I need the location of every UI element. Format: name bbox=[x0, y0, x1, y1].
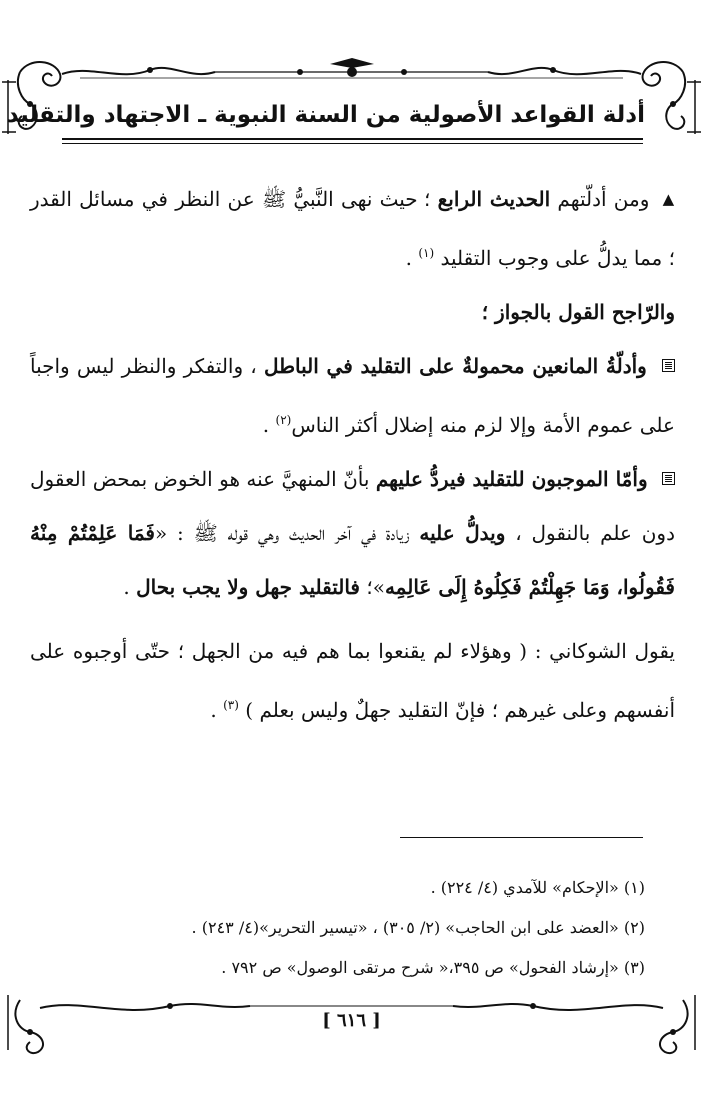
triangle-marker-icon: ▲ bbox=[662, 190, 676, 208]
p4-rest-2: زيادة في آخر الحديث وهي قوله ﷺ : « bbox=[155, 521, 410, 545]
paragraph-1 bbox=[30, 172, 675, 285]
footnote-1: (١) «الإحكام» للآمدي (٤/ ٢٢٤) . bbox=[430, 878, 645, 897]
footnote-ref-2[interactable]: (٢) bbox=[275, 413, 292, 427]
footnote-ref-1[interactable]: (١) bbox=[418, 246, 435, 260]
p4-bold-2: ويدلُّ عليه bbox=[419, 521, 506, 545]
footnote-separator bbox=[400, 837, 643, 838]
footnotes bbox=[40, 868, 645, 988]
p4-bold-3: فالتقليد جهل ولا يجب بحال bbox=[136, 575, 360, 599]
hadith-quote: فَمَا عَلِمْتُمْ مِنْهُ فَقُولُوا، وَمَا جَهِلْتُمْ فَكِلُوهُ إِلَى عَالِمِه bbox=[30, 521, 675, 599]
p3-end: . bbox=[262, 413, 270, 437]
p3-rest: ، والتفكر والنظر ليس واجباً على عموم الأمة وإلا لزم منه إضلال أكثر الناس bbox=[30, 354, 675, 437]
footnote-3: (٣) «إرشاد الفحول» ص ٣٩٥،« شرح مرتقى الوصول» ص ٧٩٢ . bbox=[221, 958, 645, 977]
square-bullet-icon bbox=[662, 472, 675, 485]
paragraph-5 bbox=[30, 624, 675, 737]
main-text bbox=[30, 172, 675, 737]
running-header: أدلة القواعد الأصولية من السنة النبوية ـ الاجتهاد والتقليد bbox=[6, 102, 645, 128]
p1-lead: ومن أدلّتهم bbox=[557, 187, 650, 211]
footnote-2: (٢) «العضد على ابن الحاجب» (٢/ ٣٠٥) ، «تيسير التحرير»(٤/ ٢٤٣) . bbox=[191, 918, 645, 937]
p1-rest: ؛ حيث نهى النَّبيُّ ﷺ عن النظر في مسائل القدر ؛ مما يدلُّ على وجوب التقليد bbox=[30, 187, 675, 270]
p3-bold: وأدلّةُ المانعين محمولةٌ على التقليد في الباطل bbox=[263, 354, 647, 378]
p5-end: . bbox=[210, 698, 217, 722]
paragraph-3 bbox=[30, 339, 675, 452]
header-rule bbox=[62, 138, 643, 140]
p1-bold: الحديث الرابع bbox=[437, 187, 551, 211]
p5-text: يقول الشوكاني : ( وهؤلاء لم يقنعوا بما هم فيه من الجهل ؛ حتّى أوجبوه على أنفسهم وعلى غيرهم ؛ فإنّ التقليد جهلٌ وليس بعلم ) bbox=[30, 639, 675, 722]
page-number: [ ٦١٦ ] bbox=[322, 1010, 381, 1031]
paragraph-2: والرّاجح القول بالجواز ؛ bbox=[481, 300, 675, 324]
p4-after: »؛ bbox=[366, 575, 385, 599]
p4-rest-1: بأنّ المنهيَّ عنه هو الخوض بمحض العقول دون علم بالنقول ، bbox=[30, 467, 675, 545]
p4-end: . bbox=[123, 575, 130, 599]
square-bullet-icon bbox=[662, 359, 675, 372]
paragraph-4 bbox=[30, 452, 675, 614]
p4-bold-1: وأمّا الموجبون للتقليد فيردُّ عليهم bbox=[375, 467, 648, 491]
footnote-ref-3[interactable]: (٣) bbox=[223, 698, 239, 712]
header-rule-thin bbox=[62, 143, 643, 144]
p1-end: . bbox=[405, 246, 412, 270]
